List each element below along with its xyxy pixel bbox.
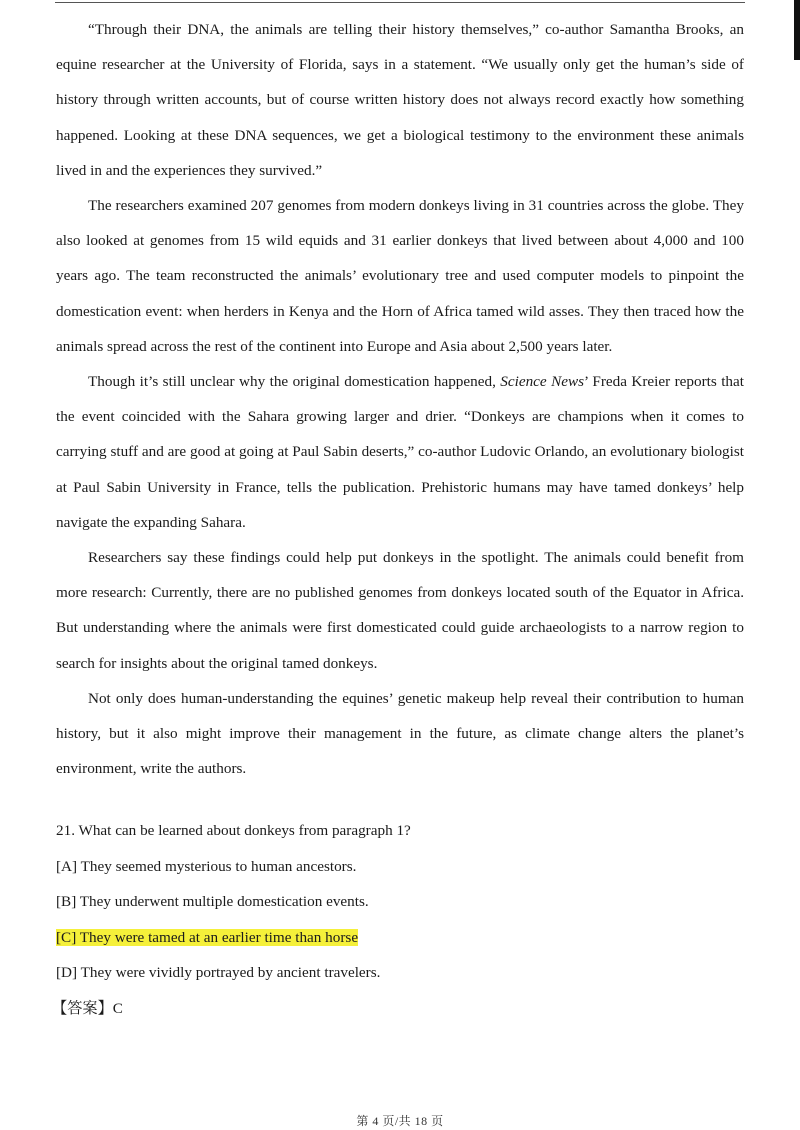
option-c-highlighted-text: [C] They were tamed at an earlier time than horse [56,928,359,946]
paragraph-3 [56,364,744,540]
option-d [56,955,744,990]
option-b [56,884,744,919]
paragraph-3-intro: Though it’s still unclear why the original domestication happened, [88,373,501,391]
answer-key: 【答案】C [52,999,123,1017]
question-21 [52,813,744,1025]
top-rule [55,2,745,3]
paragraph-3-rest: ’ Freda Kreier reports that the event coincided with the Sahara growing larger and drier. “Donkeys are champions when it comes to carrying stuff and are good at going at Paul Sabin deserts,” co-author Ludovic Orlando, an evolutionary biologist at Paul Sabin University in France, tells the publication. Prehistoric humans may have tamed donkeys’ help navigate the expanding Sahara. [56,373,744,531]
option-d-text: [D] They were vividly portrayed by ancient travelers. [56,964,381,982]
option-b-text: [B] They underwent multiple domestication events. [56,893,369,911]
question-stem: 21. What can be learned about donkeys from paragraph 1? [56,822,411,840]
page-footer: 第 4 页/共 18 页 [356,1114,444,1128]
paragraph-2: The researchers examined 207 genomes from modern donkeys living in 31 countries across the globe. They also looked at genomes from 15 wild equids and 31 earlier donkeys that lived between about 4,000 and 100 years ago. The team reconstructed the animals’ evolutionary tree and used computer models to pinpoint the domestication event: when herders in Kenya and the Horn of Africa tamed wild asses. They then traced how the animals spread across the rest of the continent into Europe and Asia about 2,500 years later. [56,197,744,355]
option-a-text: [A] They seemed mysterious to human ancestors. [56,857,357,875]
paragraph-1: “Through their DNA, the animals are telling their history themselves,” co-author Samantha Brooks, an equine researcher at the University of Florida, says in a statement. “We usually only get the human’s side of history through written accounts, but of course written history does not always record exactly how something happened. Looking at these DNA sequences, we get a biological testimony to the environment these animals lived in and the experiences they survived.” [56,21,744,179]
paragraph-5: Not only does human-understanding the equines’ genetic makeup help reveal their contribution to human history, but it also might improve their management in the future, as climate change alters the planet’s environment, write the authors. [56,689,744,778]
publication-name: Science News [500,373,585,391]
page-edge-mark [794,0,800,60]
option-a [56,849,744,884]
document-body [52,12,744,1026]
option-c [56,920,744,955]
paragraph-4: Researchers say these findings could help put donkeys in the spotlight. The animals could benefit from more research: Currently, there are no published genomes from donkeys located south of the Equator in Africa. But understanding where the animals were first domesticated could guide archaeologists to a narrow region to search for insights about the original tamed donkeys. [56,549,744,672]
